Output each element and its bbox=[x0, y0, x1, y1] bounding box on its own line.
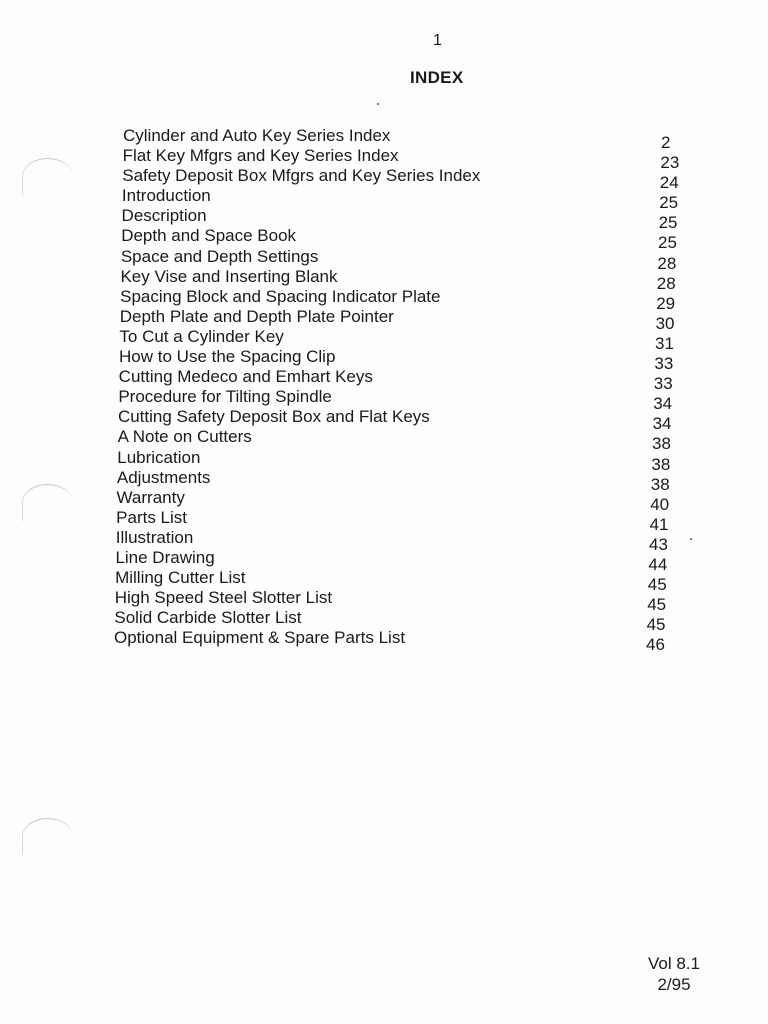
entry-page-number: 33 bbox=[653, 374, 673, 394]
entry-page-number: 28 bbox=[657, 253, 677, 273]
entry-title: Introduction bbox=[121, 186, 211, 206]
index-entry bbox=[113, 146, 703, 173]
binder-hole bbox=[22, 818, 73, 855]
entry-title: Safety Deposit Box Mfgrs and Key Series Index bbox=[122, 166, 481, 186]
entry-title: Illustration bbox=[115, 527, 194, 547]
entry-page-number: 2 bbox=[661, 133, 671, 152]
entry-title: Adjustments bbox=[116, 467, 211, 487]
index-entry bbox=[113, 186, 703, 213]
entry-title: Cylinder and Auto Key Series Index bbox=[123, 126, 391, 145]
index-entry bbox=[113, 367, 703, 394]
entry-page-number: 38 bbox=[650, 474, 670, 494]
index-entry bbox=[113, 166, 703, 193]
entry-page-number: 28 bbox=[656, 273, 676, 293]
index-entry bbox=[113, 126, 703, 152]
entry-title: Solid Carbide Slotter List bbox=[114, 608, 302, 628]
index-entry bbox=[113, 206, 703, 233]
index-entry bbox=[113, 286, 703, 313]
entry-title: Warranty bbox=[116, 487, 185, 507]
entry-page-number: 43 bbox=[649, 534, 668, 554]
entry-title: High Speed Steel Slotter List bbox=[114, 588, 333, 608]
entry-page-number: 44 bbox=[648, 554, 668, 574]
entry-title: Space and Depth Settings bbox=[120, 246, 319, 266]
entry-title: Optional Equipment & Spare Parts List bbox=[114, 628, 406, 648]
entry-page-number: 46 bbox=[646, 635, 665, 655]
entry-page-number: 34 bbox=[652, 414, 672, 434]
entry-title: Flat Key Mfgrs and Key Series Index bbox=[122, 146, 399, 166]
index-list bbox=[113, 126, 703, 655]
index-entry bbox=[113, 326, 703, 353]
entry-title: Depth Plate and Depth Plate Pointer bbox=[119, 306, 394, 326]
footer bbox=[648, 953, 700, 995]
entry-page-number: 31 bbox=[655, 333, 674, 353]
index-entry bbox=[113, 487, 703, 514]
index-entry bbox=[113, 608, 703, 635]
entry-title: Parts List bbox=[116, 507, 188, 527]
entry-page-number: 40 bbox=[650, 494, 670, 514]
entry-page-number: 38 bbox=[651, 454, 671, 474]
date-label: 2/95 bbox=[657, 975, 691, 994]
entry-title: Line Drawing bbox=[115, 547, 215, 567]
entry-page-number: 25 bbox=[659, 193, 679, 213]
index-entry bbox=[113, 246, 703, 273]
index-entry bbox=[113, 387, 703, 414]
entry-page-number: 34 bbox=[653, 394, 673, 414]
entry-page-number: 45 bbox=[647, 575, 667, 595]
entry-page-number: 24 bbox=[659, 173, 679, 193]
entry-title: Description bbox=[121, 206, 207, 226]
entry-page-number: 38 bbox=[652, 434, 671, 454]
index-entry bbox=[113, 568, 703, 595]
index-entry bbox=[113, 306, 703, 333]
entry-page-number: 41 bbox=[649, 514, 669, 534]
index-entry bbox=[113, 507, 703, 534]
page-title: INDEX bbox=[410, 68, 464, 87]
entry-title: Spacing Block and Spacing Indicator Plate bbox=[120, 286, 441, 306]
index-entry bbox=[113, 527, 703, 554]
index-entry bbox=[113, 266, 703, 293]
entry-page-number: 30 bbox=[655, 313, 675, 333]
entry-title: Procedure for Tilting Spindle bbox=[118, 387, 332, 407]
index-entry bbox=[113, 628, 703, 655]
entry-page-number: 29 bbox=[656, 293, 676, 313]
index-entry bbox=[113, 427, 703, 454]
entry-title: Cutting Safety Deposit Box and Flat Keys bbox=[117, 407, 430, 427]
entry-page-number: 23 bbox=[660, 153, 680, 173]
entry-page-number: 45 bbox=[647, 595, 667, 615]
binder-hole bbox=[22, 484, 73, 521]
index-entry bbox=[113, 226, 703, 253]
index-entry bbox=[113, 347, 703, 374]
page-number: 1 bbox=[433, 32, 442, 49]
binder-hole bbox=[22, 158, 73, 195]
entry-title: How to Use the Spacing Clip bbox=[119, 347, 336, 367]
entry-title: To Cut a Cylinder Key bbox=[119, 326, 284, 346]
entry-title: Milling Cutter List bbox=[115, 568, 246, 588]
volume-label: Vol 8.1 bbox=[648, 954, 700, 973]
entry-title: Lubrication bbox=[117, 447, 201, 467]
index-entry bbox=[113, 547, 703, 574]
index-entry bbox=[113, 467, 703, 494]
entry-page-number: 25 bbox=[658, 213, 678, 233]
index-entry bbox=[113, 447, 703, 474]
index-entry bbox=[113, 588, 703, 615]
entry-title: Depth and Space Book bbox=[121, 226, 297, 246]
entry-page-number: 45 bbox=[646, 615, 666, 635]
entry-page-number: 33 bbox=[654, 354, 674, 374]
entry-title: Cutting Medeco and Emhart Keys bbox=[118, 367, 373, 387]
scan-speck bbox=[377, 103, 379, 105]
entry-page-number: 25 bbox=[658, 233, 677, 253]
entry-title: A Note on Cutters bbox=[117, 427, 252, 447]
index-entry bbox=[113, 407, 703, 434]
entry-title: Key Vise and Inserting Blank bbox=[120, 266, 338, 286]
